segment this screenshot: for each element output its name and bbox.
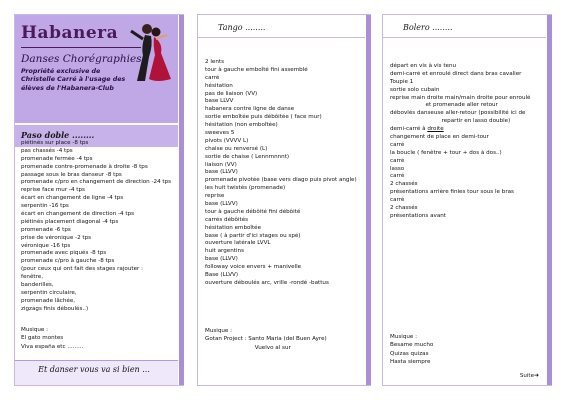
step-item: hésitation (non emboîtée) bbox=[205, 122, 278, 129]
step-item: écart en changement de ligne -4 tps bbox=[21, 195, 124, 202]
step-item: pas chassés -4 tps bbox=[21, 147, 73, 154]
step-item: 2 chassés bbox=[390, 205, 418, 212]
brand-title: Habanera bbox=[21, 23, 119, 43]
step-item: repartir en lasso double) bbox=[390, 118, 511, 125]
paso-doble-panel bbox=[14, 14, 184, 386]
step-item: pas de liaison (VV) bbox=[205, 90, 258, 97]
step-item: base (LLVV) bbox=[205, 201, 238, 208]
step-item: promenade c/pro à gauche -8 tps bbox=[21, 258, 115, 265]
step-item: hésitation bbox=[205, 82, 233, 89]
step-item: huit argentins bbox=[205, 248, 244, 255]
step-item: base (LLVV) bbox=[205, 256, 238, 263]
step-item: carré bbox=[205, 74, 220, 81]
step-item: Base (LLVV) bbox=[205, 272, 239, 279]
music-item: El gato montes bbox=[21, 335, 64, 342]
step-item: sortie emboîtée puis débôitée ( face mur) bbox=[205, 114, 322, 121]
step-item: chaise ou renversé (L) bbox=[205, 145, 268, 152]
music-item: Musique : bbox=[205, 328, 233, 334]
step-item: piétinés placement diagonal -4 tps bbox=[21, 218, 119, 225]
music-item: Gotan Project : Santo Maria (del Buen Ayre) bbox=[205, 336, 327, 343]
step-item: promenade contre-promenade à droite -8 tps bbox=[21, 163, 148, 170]
step-item: reprise face mur -4 tps bbox=[21, 187, 85, 194]
step-item: sweeves 5 bbox=[205, 130, 235, 137]
step-item: demi-carré à droite bbox=[390, 126, 444, 133]
step-item: followay voice envers + manivelle bbox=[205, 264, 302, 271]
step-item: base (LLVV) bbox=[205, 169, 238, 176]
bolero-header bbox=[383, 15, 546, 38]
music-item: Quizas quizas bbox=[390, 350, 429, 357]
tango-music bbox=[205, 327, 327, 352]
section-title-bolero: Bolero ........ bbox=[403, 23, 453, 32]
step-item: promenade c/pro en changement de direction -24 tps bbox=[21, 179, 172, 186]
step-item: carré bbox=[390, 141, 405, 148]
step-item: véronique -16 tps bbox=[21, 242, 71, 249]
step-item: tour à gauche emboîté fini assemblé bbox=[205, 66, 308, 73]
step-item: carré bbox=[390, 197, 405, 204]
music-item: Viva españa etc ......... bbox=[21, 343, 84, 350]
section-title-tango: Tango ........ bbox=[218, 23, 266, 32]
step-item: piétinés sur place -8 tps bbox=[21, 140, 89, 146]
step-item: zigzags finis déboulés..) bbox=[21, 305, 89, 312]
music-item: Hasta siempre bbox=[390, 359, 431, 366]
music-item: Besame mucho bbox=[390, 342, 434, 349]
section-title-paso-doble: Paso doble ........ bbox=[21, 130, 95, 140]
step-item: base ( à partir d'ici stages ou spé) bbox=[205, 232, 301, 239]
dancing-couple-icon bbox=[123, 21, 175, 87]
step-item: promenade pivotée (base vers diago puis pivot angle) bbox=[205, 177, 357, 184]
paso-doble-steps bbox=[21, 140, 171, 314]
step-item: sortie de chaise ( Lennmnnnt) bbox=[205, 153, 290, 160]
paso-doble-music bbox=[21, 326, 83, 351]
step-item: (pour ceux qui ont fait des stages rajouter : bbox=[21, 266, 143, 273]
step-item: reprise bbox=[205, 193, 225, 200]
step-item: 2 chassés bbox=[390, 181, 418, 188]
step-item: promenade fermée -4 tps bbox=[21, 155, 93, 162]
step-item: les huit twistés (promenade) bbox=[205, 185, 286, 192]
step-item: serpentin circulaire, bbox=[21, 289, 77, 296]
step-item: lasso bbox=[390, 165, 405, 172]
music-item: Vuelvo al sur bbox=[205, 344, 291, 351]
tango-header bbox=[198, 15, 365, 38]
step-item: la boucle ( fenêtre + tour + dos à dos..) bbox=[390, 149, 502, 156]
suite-link[interactable] bbox=[520, 372, 539, 379]
tango-panel bbox=[197, 14, 371, 386]
step-item: débovlés danseuse aller-retour (possibilité ici de bbox=[390, 110, 526, 117]
slogan-bar bbox=[15, 360, 178, 385]
brand-header bbox=[15, 15, 178, 123]
step-item: prise de véronique -2 tps bbox=[21, 234, 92, 241]
step-item: carrés débôités bbox=[205, 216, 249, 223]
suite-label: Suite bbox=[519, 373, 534, 379]
step-item: 2 lents bbox=[205, 59, 224, 65]
step-item: écart en changement de direction -4 tps bbox=[21, 211, 135, 218]
step-item: promenade avec piqués -8 tps bbox=[21, 250, 107, 257]
step-item: Toupie 1 bbox=[390, 78, 414, 85]
brand-byline: Propriété exclusive de Christelle Carré à l'usage des élèves de l'Habanera-Club bbox=[21, 68, 126, 92]
step-item: passage sous le bras danseur -8 tps bbox=[21, 171, 122, 178]
brand-subtitle: Danses Chorégraphies bbox=[21, 53, 142, 65]
tango-steps bbox=[205, 59, 357, 288]
step-item: présentations avant bbox=[390, 212, 447, 219]
step-item: fenêtre, bbox=[21, 274, 43, 281]
music-item: Musique : bbox=[390, 334, 418, 340]
step-item: tour à gauche débôité fini débôité bbox=[205, 208, 301, 215]
step-item: banderilles, bbox=[21, 282, 54, 289]
step-item: promenade lâchée, bbox=[21, 297, 76, 304]
step-item: demi-carré et enroulé direct dans bras cavalier bbox=[390, 70, 522, 77]
step-item: base LLVV bbox=[205, 98, 234, 105]
step-item: présentations arrière finies tour sous le bras bbox=[390, 189, 514, 196]
step-item: départ en vis à vis tenu bbox=[390, 63, 457, 69]
slogan: Et danser vous va si bien ... bbox=[38, 365, 150, 374]
bolero-steps bbox=[390, 63, 530, 221]
step-item: reprise main droite main/main droite pour enroulé bbox=[390, 94, 531, 101]
step-item: sortie solo cubain bbox=[390, 86, 440, 93]
bolero-panel bbox=[382, 14, 552, 386]
step-item: liaison (VV) bbox=[205, 161, 237, 168]
step-item: ouverture déboulés arc, vrille -rondé -battus bbox=[205, 279, 329, 286]
step-item: ouverture latérale LVVL bbox=[205, 240, 271, 247]
music-item: Musique : bbox=[21, 327, 49, 333]
step-item: carré bbox=[390, 157, 405, 164]
step-item: serpentin -16 tps bbox=[21, 203, 69, 210]
step-item: hésitation emboîtée bbox=[205, 224, 262, 231]
step-item: promenade -6 tps bbox=[21, 226, 71, 233]
step-item: habanera contre ligne de danse bbox=[205, 106, 295, 113]
step-item: changement de place en demi-tour bbox=[390, 134, 489, 141]
step-item: carré bbox=[390, 173, 405, 180]
bolero-music bbox=[390, 333, 433, 367]
arrow-right-icon: ➜ bbox=[533, 372, 539, 379]
step-item: et promenade aller retour bbox=[390, 102, 498, 109]
step-item: pivots (VVVV L) bbox=[205, 137, 249, 144]
